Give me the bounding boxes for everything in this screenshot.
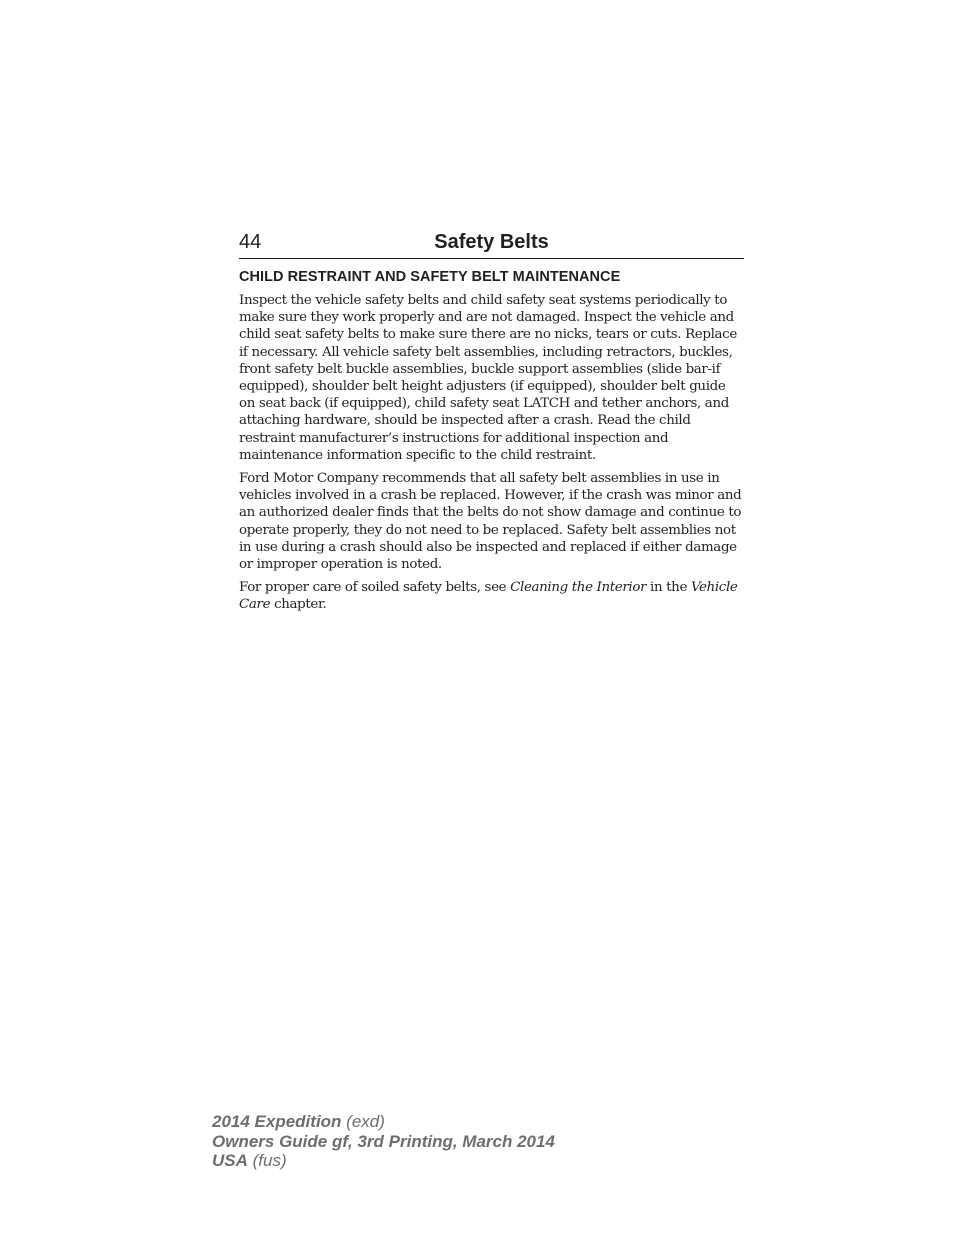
document-footer [212, 1112, 712, 1171]
footer-model: 2014 Expedition [212, 1112, 342, 1131]
page-number: 44 [239, 231, 262, 253]
chapter-title: Safety Belts [434, 231, 549, 253]
footer-market-code: (fus) [252, 1151, 287, 1170]
footer-model-code: (exd) [346, 1112, 385, 1131]
footer-market: USA [212, 1151, 248, 1170]
footer-printing: Owners Guide gf, 3rd Printing, March 2014 [212, 1131, 555, 1151]
footer-line-market [212, 1151, 712, 1171]
section-heading: CHILD RESTRAINT AND SAFETY BELT MAINTENANCE [239, 269, 621, 285]
paragraph-care [239, 579, 744, 613]
page-header [239, 226, 744, 259]
paragraph-replacement: Ford Motor Company recommends that all safety belt assemblies in use in vehicles involved in a crash be replaced. However, if the crash was minor and an authorized dealer finds that the belts do not show damage and continue to operate properly, they do not need to be replaced. Safety belt assemblies not in use during a crash should also be inspected and replaced if either damage or improper operation is noted. [239, 471, 742, 573]
paragraph-inspection: Inspect the vehicle safety belts and child safety seat systems periodically to make sure they work properly and are not damaged. Inspect the vehicle and child seat safety belts to make sure there are no nicks, tears or cuts. Replace if necessary. All vehicle safety belt assemblies, including retractors, buckles, front safety belt buckle assemblies, buckle support assemblies (slide bar-if equipped), shoulder belt height adjusters (if equipped), shoulder belt guide on seat back (if equipped), child safety seat LATCH and tether anchors, and attaching hardware, should be inspected after a crash. Read the child restraint manufacturer’s instructions for additional inspection and maintenance information specific to the child restraint. [239, 293, 737, 463]
cross-reference-vehicle-care: Vehicle Care [239, 580, 738, 613]
footer-line-model [212, 1112, 712, 1132]
care-text-3: chapter. [270, 597, 327, 613]
cross-reference-cleaning-interior: Cleaning the Interior [510, 580, 647, 596]
care-text-1: For proper care of soiled safety belts, see [239, 580, 511, 596]
care-text-2: in the [646, 580, 691, 596]
section-content [239, 268, 744, 620]
